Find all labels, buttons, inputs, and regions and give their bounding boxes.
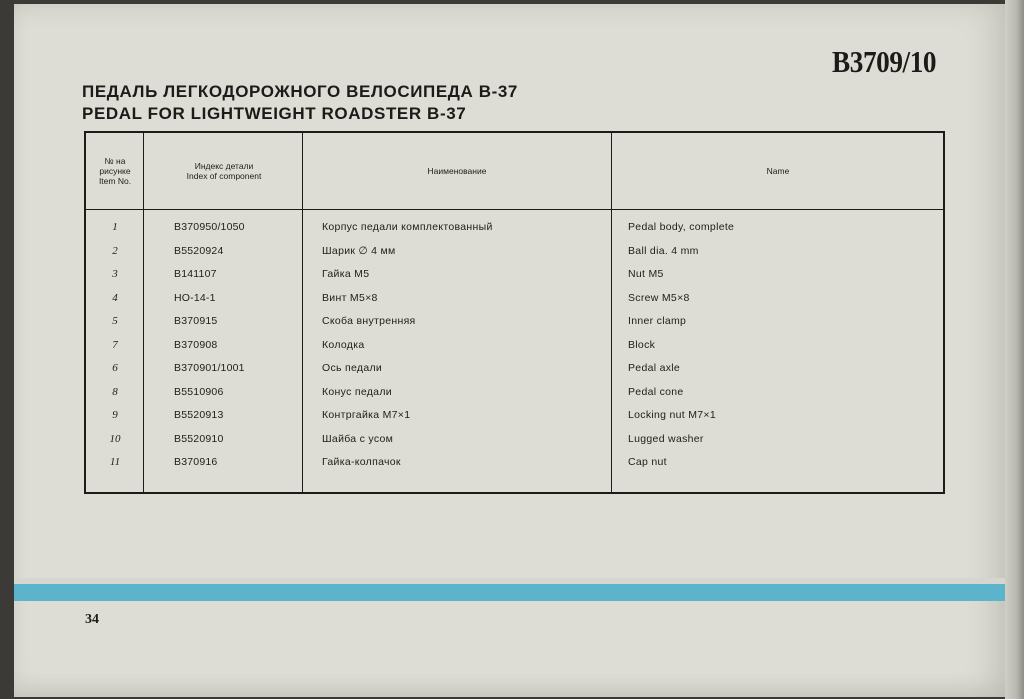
row-item-no: 9	[112, 409, 118, 421]
table-row	[86, 288, 943, 312]
row-index: B370950/1050	[174, 221, 245, 233]
row-index: B5520924	[174, 244, 224, 257]
table-row	[86, 382, 943, 406]
row-name-ru: Шайба с усом	[322, 432, 394, 445]
row-index: НО-14-1	[174, 291, 216, 304]
row-name-en: Cap nut	[628, 456, 667, 468]
row-index: B370908	[174, 338, 218, 351]
accent-stripe	[14, 584, 1005, 601]
row-index: B141107	[174, 268, 217, 280]
row-item-no: 8	[112, 385, 118, 398]
row-index: B370901/1001	[174, 362, 245, 374]
row-item-no: 1	[112, 221, 118, 233]
row-item-no: 5	[112, 315, 118, 327]
page-number: 34	[85, 612, 99, 627]
header-item-no: № на рисунке Item No.	[98, 156, 132, 186]
row-name-en: Pedal body, complete	[628, 221, 735, 233]
header-name-ru: Наименование	[427, 166, 487, 176]
row-name-ru: Ось педали	[322, 362, 383, 374]
table-row	[86, 405, 943, 429]
table-row	[86, 358, 943, 382]
row-name-en: Pedal axle	[628, 362, 681, 374]
table-row	[86, 335, 943, 359]
title-russian: ПЕДАЛЬ ЛЕГКОДОРОЖНОГО ВЕЛОСИПЕДА В-37	[82, 82, 518, 101]
parts-table	[84, 131, 945, 494]
table-row	[86, 241, 943, 265]
row-name-ru: Корпус педали комплектованный	[322, 221, 493, 233]
row-name-en: Ball dia. 4 mm	[628, 244, 699, 257]
row-index: B5520913	[174, 409, 224, 421]
row-index: B370915	[174, 315, 218, 327]
row-name-ru: Шарик ∅ 4 мм	[322, 244, 396, 257]
row-item-no: 4	[112, 291, 118, 304]
row-name-en: Lugged washer	[628, 432, 704, 445]
table-row	[86, 452, 943, 476]
row-name-ru: Гайка-колпачок	[322, 456, 401, 468]
header-name-en: Name	[766, 166, 790, 176]
book-spine	[1005, 0, 1024, 699]
row-index: B5510906	[174, 385, 224, 398]
table-body	[86, 217, 943, 476]
document-code: B3709/10	[832, 44, 937, 79]
row-name-ru: Гайка М5	[322, 268, 370, 280]
row-item-no: 11	[109, 456, 121, 468]
row-item-no: 7	[112, 338, 118, 351]
header-divider	[86, 209, 943, 210]
row-name-en: Block	[628, 338, 656, 351]
table-row	[86, 264, 943, 288]
row-item-no: 6	[112, 362, 118, 374]
row-name-en: Pedal cone	[628, 385, 684, 398]
row-name-en: Nut M5	[628, 268, 664, 280]
title-english: PEDAL FOR LIGHTWEIGHT ROADSTER B-37	[82, 104, 467, 123]
table-row	[86, 311, 943, 335]
row-item-no: 10	[109, 432, 121, 445]
row-name-ru: Винт М5×8	[322, 291, 378, 304]
row-name-ru: Контргайка М7×1	[322, 409, 411, 421]
table-row	[86, 217, 943, 241]
row-name-en: Inner clamp	[628, 315, 687, 327]
row-name-ru: Скоба внутренняя	[322, 315, 416, 327]
row-index: B370916	[174, 456, 218, 468]
row-item-no: 2	[112, 244, 118, 257]
header-index: Индекс детали Index of component	[186, 161, 262, 181]
row-item-no: 3	[112, 268, 118, 280]
row-name-en: Screw M5×8	[628, 291, 690, 304]
row-index: B5520910	[174, 432, 224, 445]
row-name-ru: Конус педали	[322, 385, 392, 398]
row-name-en: Locking nut M7×1	[628, 409, 716, 421]
table-row	[86, 429, 943, 453]
row-name-ru: Колодка	[322, 338, 365, 351]
